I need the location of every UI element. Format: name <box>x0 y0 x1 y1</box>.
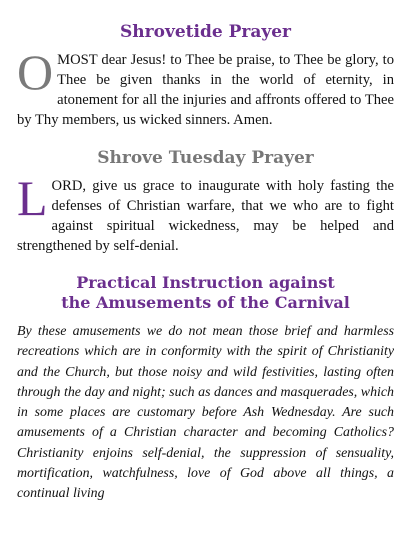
prayer-paragraph-shrovetide <box>17 44 394 130</box>
instruction-paragraph: By these amusements we do not mean those brief and harmless recreations which are in conformity with the spirit of Christianity and the Church, but those noisy and wild festivities, lasting often through the day and night; such as dances and masquerades, which in some places are customary before Ash Wednesday. Are such amusements of a Christian character and becoming Catholics? Christianity enjoins self-denial, the suppression of sensuality, mortification, watchfulness, love of God above all things, a continual living <box>17 324 394 502</box>
prayer-text-shrove-tuesday: ORD, give us grace to inaugurate with holy fasting the defenses of Christian warfare, that we who are to fight against spiritual wickedness, may be helped and strengthened by self-denial. <box>17 178 394 254</box>
prayer-paragraph-shrove-tuesday <box>17 170 394 256</box>
section-title-shrovetide-prayer: Shrovetide Prayer <box>120 22 291 42</box>
prayer-text-shrovetide: MOST dear Jesus! to Thee be praise, to Thee be glory, to Thee be given thanks in the world of eternity, in atonement for all the injuries and affronts offered to Thee by Thy members, us wicked sinners. Amen. <box>17 52 394 128</box>
section-title-shrove-tuesday-prayer: Shrove Tuesday Prayer <box>97 148 314 168</box>
section-title-line-1: Practical Instruction against <box>76 273 335 292</box>
section-title-line-2: the Amusements of the Carnival <box>61 293 350 312</box>
section-title-practical-instruction <box>17 273 394 313</box>
drop-cap-o: O <box>17 44 54 100</box>
drop-cap-l: L <box>17 170 48 226</box>
